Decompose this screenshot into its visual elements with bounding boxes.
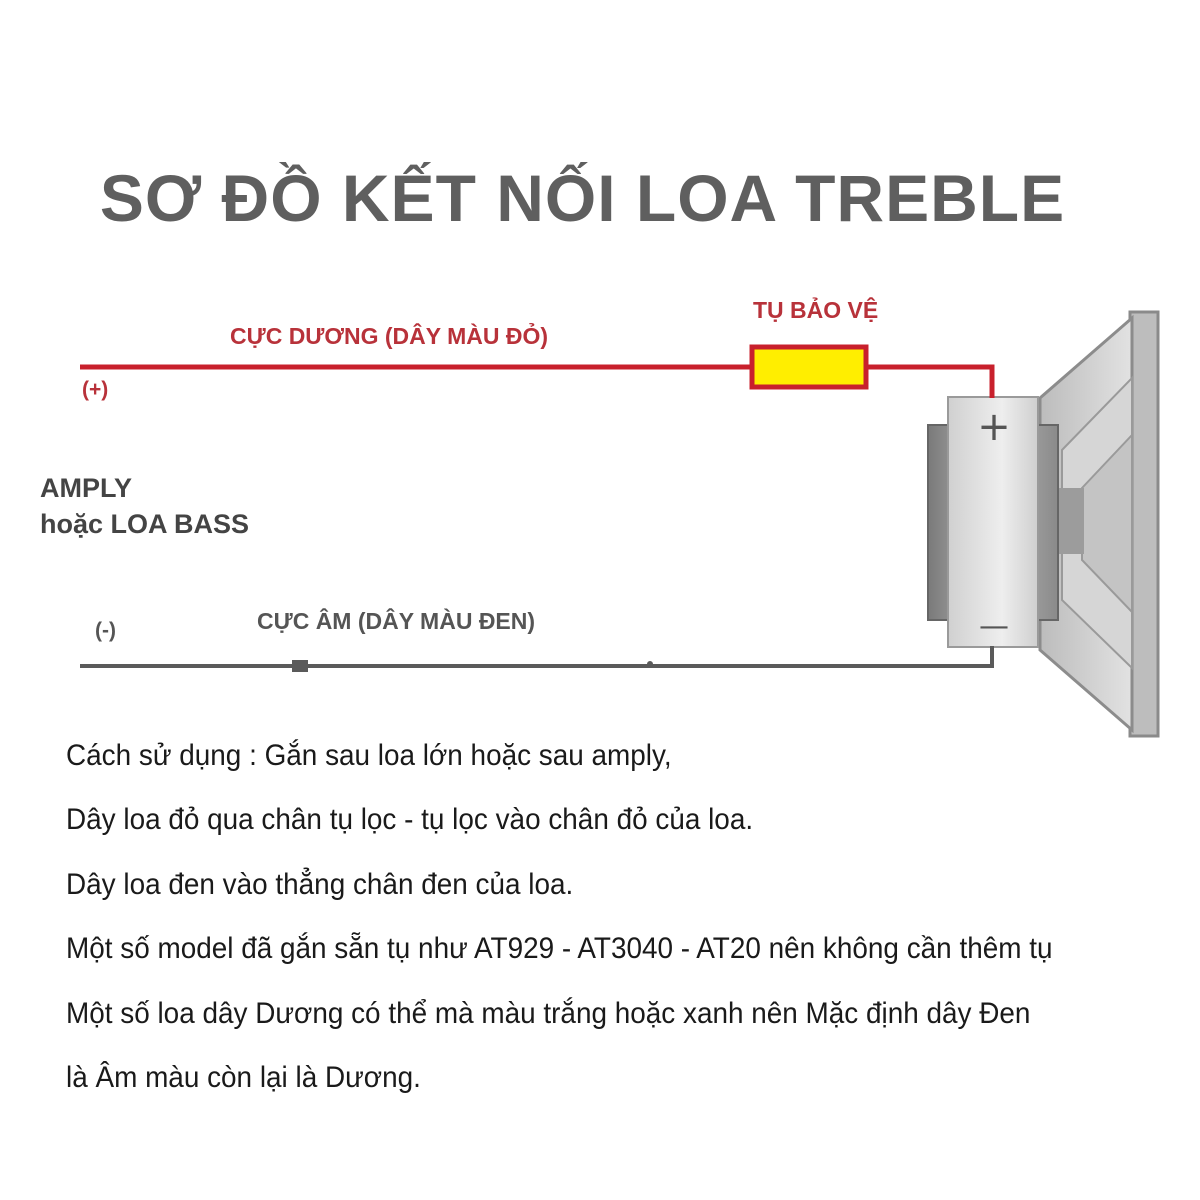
speaker-minus-sign: — — [979, 609, 1009, 644]
note-line: là Âm màu còn lại là Dương. — [66, 1060, 421, 1094]
source-label-line1: AMPLY — [40, 473, 133, 503]
protect-capacitor — [752, 347, 866, 387]
positive-wire-label: CỰC DƯƠNG (DÂY MÀU ĐỎ) — [230, 323, 549, 349]
source-label-line2: hoặc LOA BASS — [40, 509, 250, 539]
usage-notes — [66, 728, 1098, 1114]
note-line: Dây loa đen vào thẳng chân đen của loa. — [66, 867, 574, 901]
negative-wire-label: CỰC ÂM (DÂY MÀU ĐEN) — [257, 608, 536, 634]
speaker-plus-sign: + — [977, 404, 1011, 450]
speaker-frame — [1130, 312, 1158, 736]
note-line: Một số loa dây Dương có thể mà màu trắng hoặc xanh nên Mặc định dây Đen — [66, 996, 1031, 1030]
negative-wire — [80, 646, 992, 672]
note-line: Dây loa đỏ qua chân tụ lọc - tụ lọc vào chân đỏ của loa. — [66, 803, 754, 837]
note-line: Một số model đã gắn sẵn tụ như AT929 - AT3040 - AT20 nên không cần thêm tụ — [66, 932, 1053, 966]
plus-terminal-label: (+) — [82, 378, 109, 401]
speaker — [928, 312, 1158, 736]
source-label — [40, 470, 249, 542]
page-title: SƠ ĐỒ KẾT NỐI LOA TREBLE — [99, 161, 1066, 235]
capacitor-label: TỤ BẢO VỆ — [753, 297, 879, 323]
note-line: Cách sử dụng : Gắn sau loa lớn hoặc sau amply, — [66, 739, 672, 772]
minus-terminal-label: (-) — [95, 619, 116, 642]
